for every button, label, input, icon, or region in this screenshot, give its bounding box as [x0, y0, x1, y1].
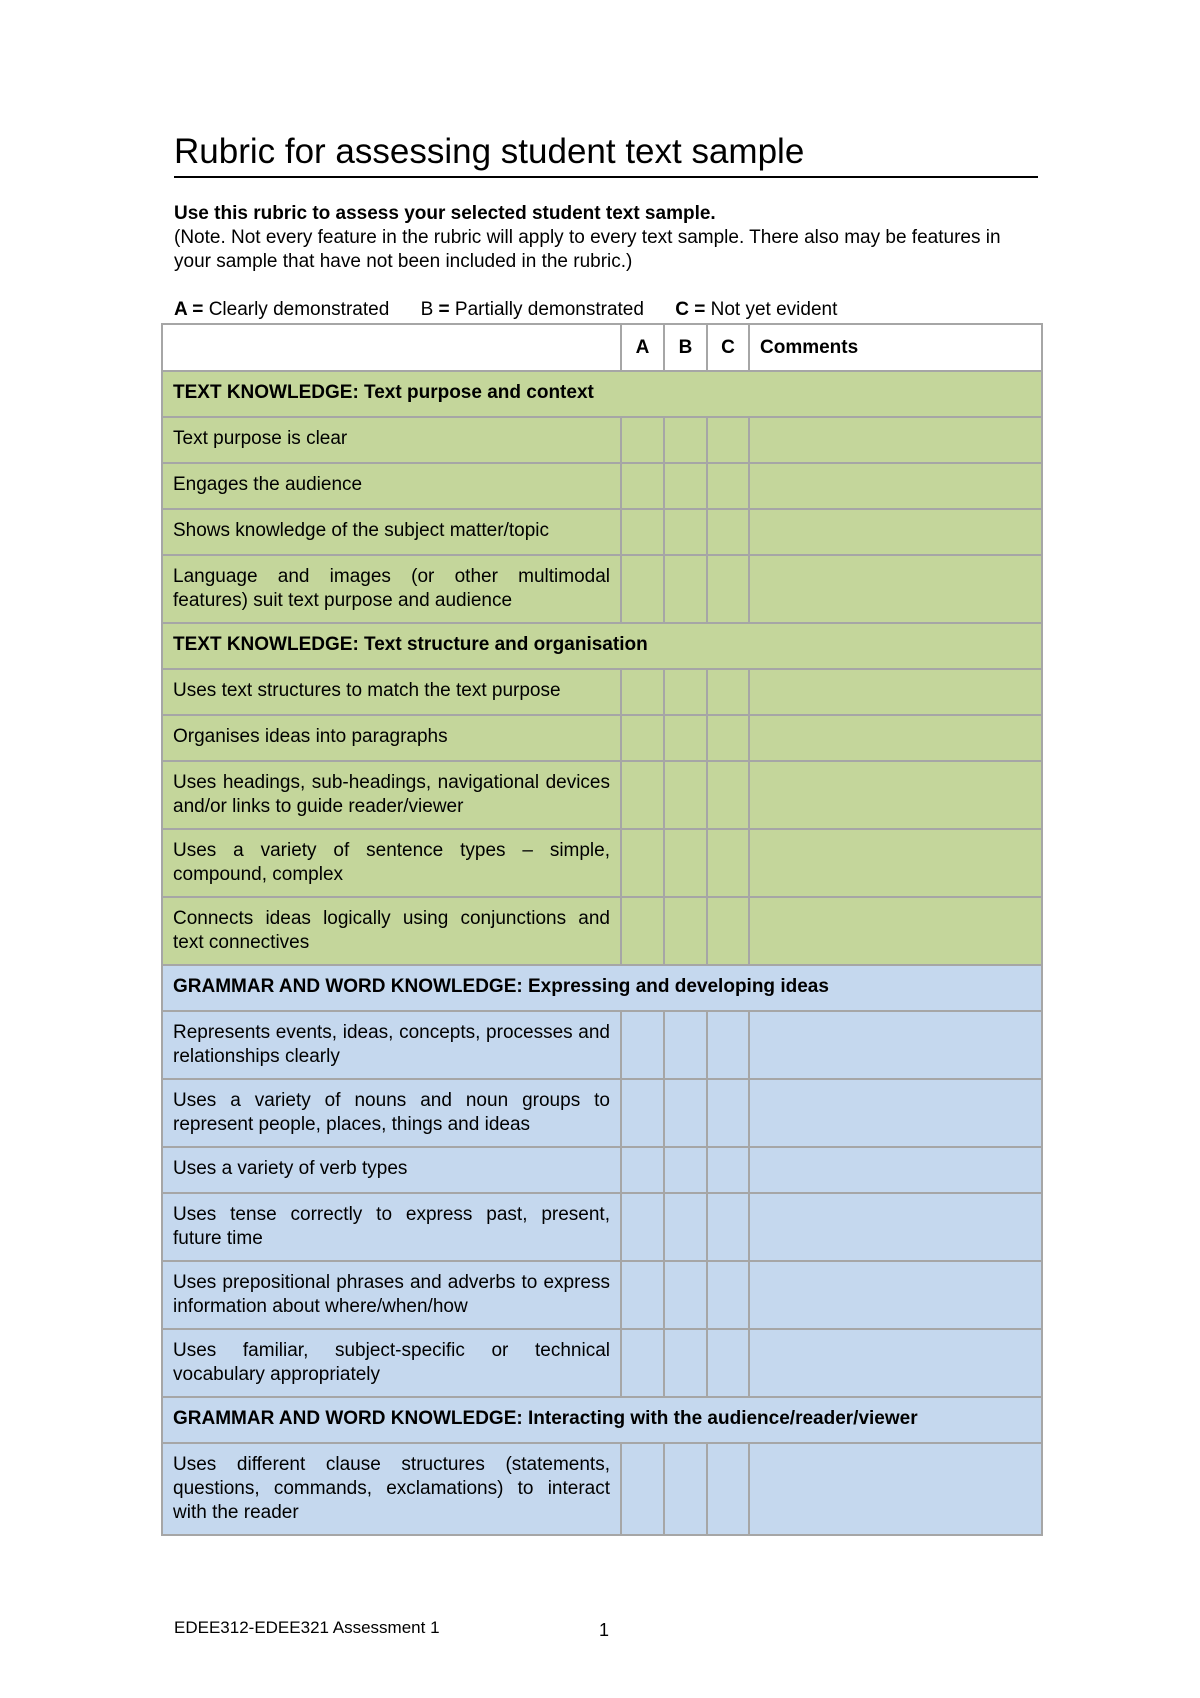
rating-cell-b[interactable]: [664, 1079, 707, 1147]
footer-course-code: EDEE312-EDEE321 Assessment 1: [174, 1618, 440, 1637]
table-row: [162, 509, 1042, 555]
rating-cell-a[interactable]: [621, 761, 664, 829]
table-row: [162, 1329, 1042, 1397]
rating-cell-a[interactable]: [621, 463, 664, 509]
rating-cell-b[interactable]: [664, 463, 707, 509]
table-row: [162, 829, 1042, 897]
header-c: C: [707, 324, 749, 371]
section-row: [162, 1397, 1042, 1443]
rating-cell-c[interactable]: [707, 1193, 749, 1261]
section-row: [162, 965, 1042, 1011]
criterion-text: Uses a variety of nouns and noun groups to represent people, places, things and ideas: [162, 1079, 621, 1147]
rating-cell-b[interactable]: [664, 509, 707, 555]
criterion-text: Text purpose is clear: [162, 417, 621, 463]
criterion-text: Uses a variety of verb types: [162, 1147, 621, 1193]
header-b: B: [664, 324, 707, 371]
section-title: TEXT KNOWLEDGE: Text structure and organisation: [162, 623, 1042, 669]
comments-cell[interactable]: [749, 1329, 1042, 1397]
table-row: [162, 417, 1042, 463]
header-comments: Comments: [749, 324, 1042, 371]
rating-legend: [174, 298, 1042, 322]
rating-cell-b[interactable]: [664, 1147, 707, 1193]
rating-cell-a[interactable]: [621, 1011, 664, 1079]
rating-cell-a[interactable]: [621, 1147, 664, 1193]
comments-cell[interactable]: [749, 1079, 1042, 1147]
section-title: TEXT KNOWLEDGE: Text purpose and context: [162, 371, 1042, 417]
table-row: [162, 1261, 1042, 1329]
legend-item-c: C = Not yet evident: [675, 299, 838, 320]
comments-cell[interactable]: [749, 829, 1042, 897]
rating-cell-a[interactable]: [621, 509, 664, 555]
table-row: [162, 897, 1042, 965]
rating-cell-c[interactable]: [707, 1443, 749, 1535]
rating-cell-b[interactable]: [664, 829, 707, 897]
comments-cell[interactable]: [749, 761, 1042, 829]
rating-cell-c[interactable]: [707, 1011, 749, 1079]
rating-cell-b[interactable]: [664, 1443, 707, 1535]
table-row: [162, 463, 1042, 509]
criterion-text: Uses a variety of sentence types – simple, compound, complex: [162, 829, 621, 897]
criterion-text: Uses text structures to match the text purpose: [162, 669, 621, 715]
rating-cell-c[interactable]: [707, 1079, 749, 1147]
comments-cell[interactable]: [749, 509, 1042, 555]
comments-cell[interactable]: [749, 1261, 1042, 1329]
table-row: [162, 669, 1042, 715]
criterion-text: Uses headings, sub-headings, navigational devices and/or links to guide reader/viewer: [162, 761, 621, 829]
criterion-text: Engages the audience: [162, 463, 621, 509]
comments-cell[interactable]: [749, 555, 1042, 623]
table-row: [162, 1079, 1042, 1147]
page-title: Rubric for assessing student text sample: [174, 130, 1038, 178]
rating-cell-c[interactable]: [707, 1261, 749, 1329]
criterion-text: Shows knowledge of the subject matter/topic: [162, 509, 621, 555]
rating-cell-b[interactable]: [664, 669, 707, 715]
table-row: [162, 715, 1042, 761]
rating-cell-c[interactable]: [707, 1147, 749, 1193]
rating-cell-b[interactable]: [664, 715, 707, 761]
rating-cell-b[interactable]: [664, 1011, 707, 1079]
rating-cell-a[interactable]: [621, 1079, 664, 1147]
rating-cell-a[interactable]: [621, 669, 664, 715]
rating-cell-a[interactable]: [621, 1329, 664, 1397]
comments-cell[interactable]: [749, 1193, 1042, 1261]
rating-cell-a[interactable]: [621, 1261, 664, 1329]
legend-item-b: B = Partially demonstrated: [420, 299, 644, 320]
comments-cell[interactable]: [749, 1443, 1042, 1535]
rating-cell-c[interactable]: [707, 417, 749, 463]
intro-instruction: Use this rubric to assess your selected student text sample.: [174, 203, 716, 224]
section-title: GRAMMAR AND WORD KNOWLEDGE: Interacting with the audience/reader/viewer: [162, 1397, 1042, 1443]
rating-cell-c[interactable]: [707, 509, 749, 555]
rating-cell-c[interactable]: [707, 1329, 749, 1397]
rating-cell-a[interactable]: [621, 555, 664, 623]
table-row: [162, 1443, 1042, 1535]
rating-cell-b[interactable]: [664, 555, 707, 623]
rating-cell-b[interactable]: [664, 1329, 707, 1397]
rating-cell-c[interactable]: [707, 897, 749, 965]
criterion-text: Uses prepositional phrases and adverbs to express information about where/when/how: [162, 1261, 621, 1329]
criterion-text: Language and images (or other multimodal features) suit text purpose and audience: [162, 555, 621, 623]
rating-cell-c[interactable]: [707, 715, 749, 761]
comments-cell[interactable]: [749, 463, 1042, 509]
rubric-table: [161, 323, 1043, 1536]
rating-cell-b[interactable]: [664, 1193, 707, 1261]
rating-cell-c[interactable]: [707, 761, 749, 829]
rating-cell-c[interactable]: [707, 463, 749, 509]
table-row: [162, 1147, 1042, 1193]
section-row: [162, 371, 1042, 417]
legend-item-a: A = Clearly demonstrated: [174, 299, 390, 320]
header-criteria: [162, 324, 621, 371]
rating-cell-c[interactable]: [707, 555, 749, 623]
table-row: [162, 1011, 1042, 1079]
header-a: A: [621, 324, 664, 371]
section-title: GRAMMAR AND WORD KNOWLEDGE: Expressing and developing ideas: [162, 965, 1042, 1011]
rating-cell-a[interactable]: [621, 715, 664, 761]
comments-cell[interactable]: [749, 669, 1042, 715]
comments-cell[interactable]: [749, 715, 1042, 761]
rating-cell-a[interactable]: [621, 897, 664, 965]
criterion-text: Uses familiar, subject-specific or technical vocabulary appropriately: [162, 1329, 621, 1397]
rating-cell-b[interactable]: [664, 417, 707, 463]
comments-cell[interactable]: [749, 417, 1042, 463]
criterion-text: Connects ideas logically using conjunctions and text connectives: [162, 897, 621, 965]
rating-cell-a[interactable]: [621, 1193, 664, 1261]
rating-cell-a[interactable]: [621, 829, 664, 897]
criterion-text: Uses different clause structures (statements, questions, commands, exclamations) to interact with the reader: [162, 1443, 621, 1535]
page-number: 1: [599, 1620, 610, 1640]
rating-cell-a[interactable]: [621, 1443, 664, 1535]
rating-cell-b[interactable]: [664, 1261, 707, 1329]
intro-note: (Note. Not every feature in the rubric will apply to every text sample. There also may be features in your sample that have not been included in the rubric.): [174, 227, 1001, 272]
comments-cell[interactable]: [749, 1011, 1042, 1079]
table-header-row: [162, 324, 1042, 371]
rating-cell-b[interactable]: [664, 761, 707, 829]
rating-cell-a[interactable]: [621, 417, 664, 463]
comments-cell[interactable]: [749, 897, 1042, 965]
section-row: [162, 623, 1042, 669]
rating-cell-b[interactable]: [664, 897, 707, 965]
criterion-text: Represents events, ideas, concepts, processes and relationships clearly: [162, 1011, 621, 1079]
criterion-text: Organises ideas into paragraphs: [162, 715, 621, 761]
table-row: [162, 555, 1042, 623]
intro: [174, 202, 1042, 274]
table-row: [162, 761, 1042, 829]
rating-cell-c[interactable]: [707, 669, 749, 715]
rating-cell-c[interactable]: [707, 829, 749, 897]
comments-cell[interactable]: [749, 1147, 1042, 1193]
table-row: [162, 1193, 1042, 1261]
criterion-text: Uses tense correctly to express past, present, future time: [162, 1193, 621, 1261]
